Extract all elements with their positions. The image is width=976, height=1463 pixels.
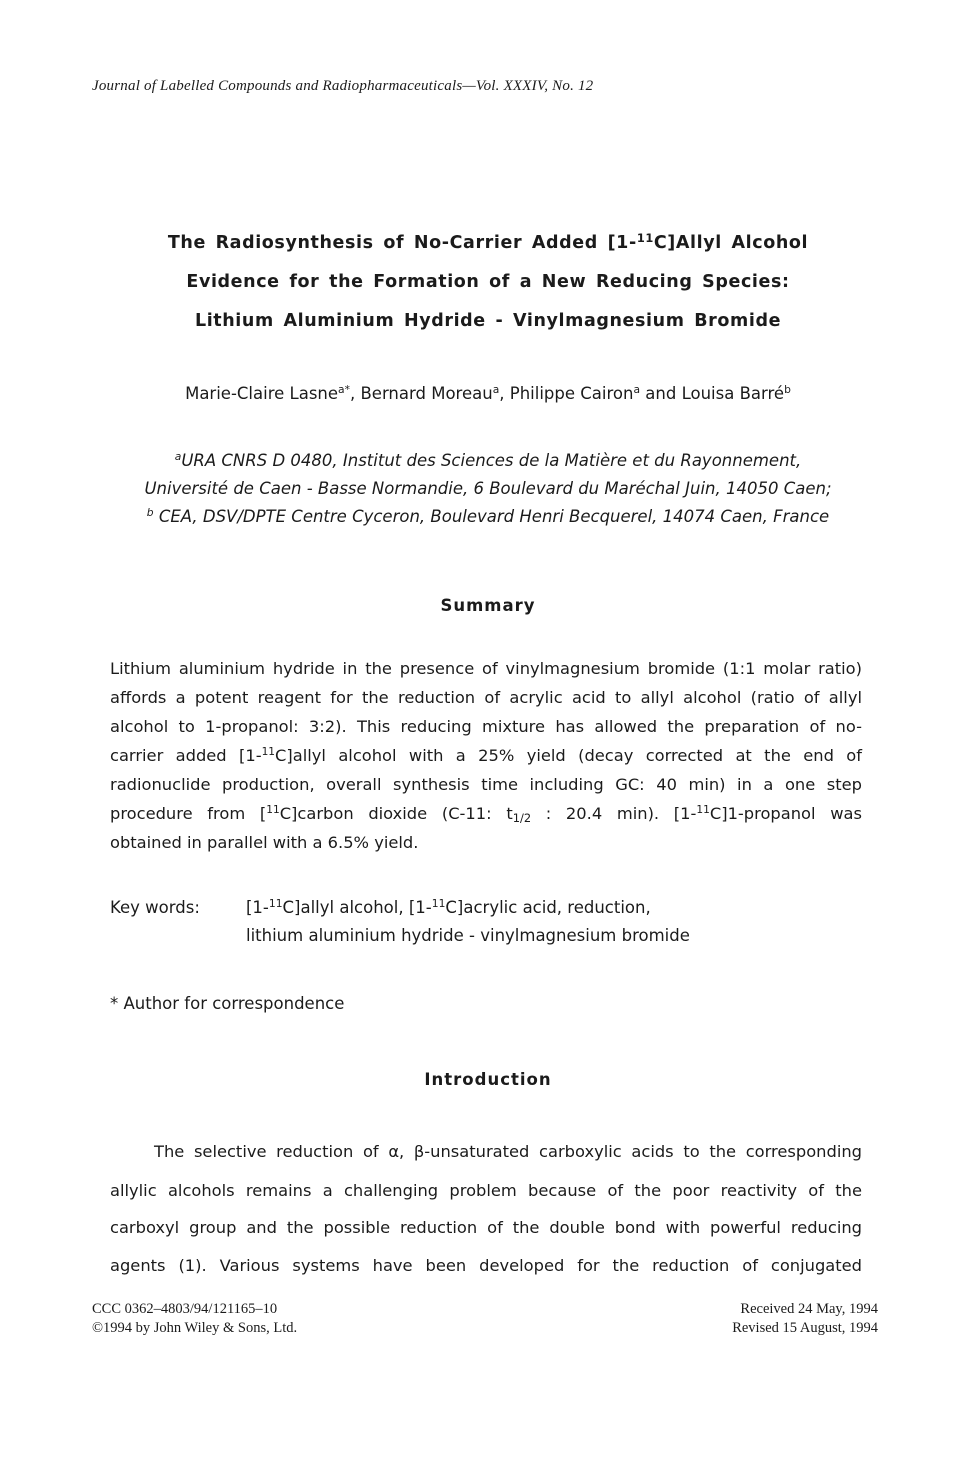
affiliation-text: URA CNRS D 0480, Institut des Sciences de la Matière et du Rayonnement,	[181, 451, 802, 470]
affiliation-mark: a*	[338, 383, 350, 397]
summary-text: procedure from [	[110, 804, 267, 823]
introduction-heading: Introduction	[424, 1070, 552, 1089]
isotope-superscript: 11	[636, 230, 654, 245]
summary-line: radionuclide production, overall synthesis time including GC: 40 min) in a one step	[110, 775, 862, 794]
keywords-line-1	[246, 898, 651, 917]
summary-line	[110, 804, 862, 823]
revised-date: Revised 15 August, 1994	[732, 1320, 878, 1336]
author-name: Louisa Barré	[681, 384, 785, 403]
isotope-superscript: 11	[261, 746, 276, 759]
summary-text: : 20.4 min). [1-	[531, 804, 697, 823]
title-text: The Radiosynthesis of No-Carrier Added [1-	[167, 233, 637, 253]
affiliation-mark: b	[146, 506, 154, 520]
isotope-superscript: 11	[431, 897, 446, 911]
article-title-line-1	[0, 230, 976, 253]
ccc-code: CCC 0362–4803/94/121165–10	[92, 1301, 278, 1317]
author-separator: ,	[499, 384, 510, 403]
half-life-subscript: 1/2	[512, 810, 532, 825]
introduction-line: carboxyl group and the possible reduction of the double bond with powerful reducing	[110, 1218, 862, 1237]
summary-heading: Summary	[440, 596, 536, 615]
introduction-line: allylic alcohols remains a challenging problem because of the poor reactivity of the	[110, 1181, 862, 1200]
footer-right	[732, 1300, 878, 1338]
summary-text: C]1-propanol was	[709, 804, 863, 823]
copyright-line: ©1994 by John Wiley & Sons, Ltd.	[92, 1320, 298, 1336]
article-title-line-3: Lithium Aluminium Hydride - Vinylmagnesium Bromide	[194, 311, 782, 331]
summary-line: affords a potent reagent for the reduction of acrylic acid to allyl alcohol (ratio of allyl	[110, 688, 862, 707]
affiliation-text: CEA, DSV/DPTE Centre Cyceron, Boulevard Henri Becquerel, 14074 Caen, France	[153, 507, 830, 526]
summary-line	[110, 746, 862, 765]
summary-line: Lithium aluminium hydride in the presence of vinylmagnesium bromide (1:1 molar ratio)	[110, 659, 862, 678]
summary-line: alcohol to 1-propanol: 3:2). This reducing mixture has allowed the preparation of no-	[110, 717, 862, 736]
summary-text: C]carbon dioxide (C-11: t	[279, 804, 513, 823]
correspondence-note: * Author for correspondence	[110, 994, 345, 1013]
isotope-superscript: 11	[266, 804, 280, 817]
isotope-superscript: 11	[268, 897, 283, 911]
received-date: Received 24 May, 1994	[740, 1301, 878, 1317]
isotope-superscript: 11	[696, 804, 710, 817]
author-name: Marie-Claire Lasne	[185, 384, 339, 403]
keyword-text: C]acrylic acid, reduction,	[445, 898, 651, 917]
footer-left	[92, 1300, 297, 1338]
affiliation-b	[0, 507, 976, 526]
keyword-text: [1-	[246, 898, 269, 917]
keywords-label: Key words:	[110, 898, 200, 917]
affiliation-mark: a	[492, 383, 500, 397]
introduction-line: The selective reduction of α, β-unsaturated carboxylic acids to the corresponding	[154, 1142, 862, 1161]
summary-text: C]allyl alcohol with a 25% yield (decay corrected at the end of	[275, 746, 862, 765]
keyword-text: C]allyl alcohol, [1-	[282, 898, 432, 917]
author-separator: and	[640, 384, 682, 403]
introduction-line: agents (1). Various systems have been developed for the reduction of conjugated	[110, 1256, 862, 1275]
author-separator: ,	[349, 384, 361, 403]
affiliation-a-line-1	[0, 451, 976, 470]
keywords-line-2: lithium aluminium hydride - vinylmagnesium bromide	[246, 926, 690, 945]
running-header: Journal of Labelled Compounds and Radiopharmaceuticals—Vol. XXXIV, No. 12	[92, 78, 594, 94]
summary-text: carrier added [1-	[110, 746, 262, 765]
affiliation-mark: b	[784, 383, 791, 397]
affiliation-mark: a	[633, 383, 641, 397]
title-text: C]Allyl Alcohol	[653, 233, 809, 253]
author-name: Philippe Cairon	[509, 384, 634, 403]
author-name: Bernard Moreau	[360, 384, 493, 403]
affiliation-mark: a	[174, 450, 182, 464]
summary-line: obtained in parallel with a 6.5% yield.	[110, 833, 419, 852]
article-title-line-2: Evidence for the Formation of a New Reducing Species:	[186, 272, 790, 292]
author-list	[0, 384, 976, 403]
affiliation-a-line-2: Université de Caen - Basse Normandie, 6 Boulevard du Maréchal Juin, 14050 Caen;	[144, 479, 832, 498]
